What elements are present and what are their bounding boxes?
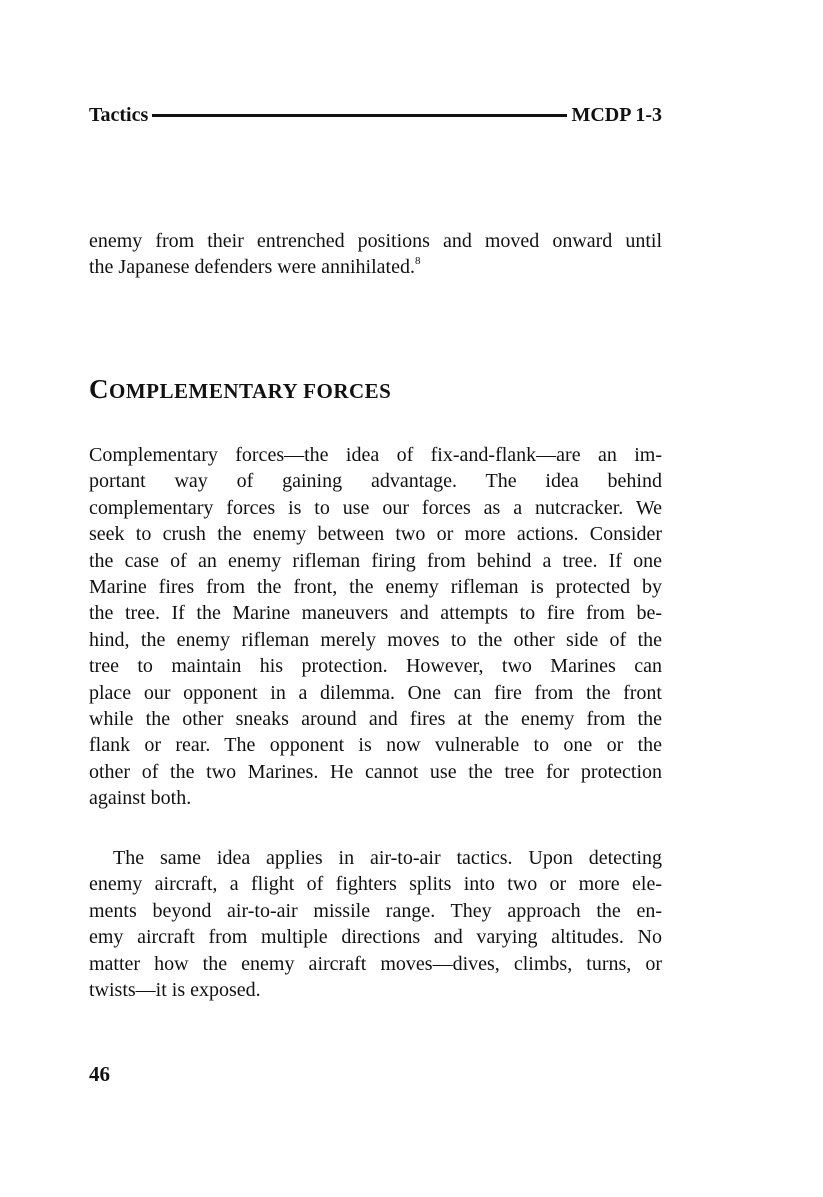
section-heading bbox=[89, 374, 391, 405]
text-line: matter how the enemy aircraft moves—dives, climbs, turns, or bbox=[89, 952, 662, 975]
paragraph-air-to-air bbox=[89, 845, 662, 1003]
running-header bbox=[89, 100, 662, 130]
text-line: place our opponent in a dilemma. One can fire from the front bbox=[89, 681, 662, 704]
intro-paragraph bbox=[89, 228, 662, 281]
text-line: seek to crush the enemy between two or more actions. Consider bbox=[89, 523, 662, 546]
footnote-marker: 8 bbox=[414, 255, 421, 268]
page-number: 46 bbox=[89, 1062, 110, 1086]
text-line: ments beyond air-to-air missile range. They approach the en- bbox=[89, 899, 662, 922]
text-line: Marine fires from the front, the enemy rifleman is protected by bbox=[89, 575, 662, 598]
paragraph-complementary-forces bbox=[89, 442, 662, 811]
text-line: The same idea applies in air-to-air tactics. Upon detecting bbox=[113, 847, 662, 869]
text-line: hind, the enemy rifleman merely moves to the other side of the bbox=[89, 628, 662, 651]
text-line: while the other sneaks around and fires at the enemy from the bbox=[89, 707, 662, 730]
header-title: Tactics bbox=[89, 103, 149, 126]
section-heading-initial: C bbox=[89, 374, 109, 404]
text-line-content: the Japanese defenders were annihilated. bbox=[89, 256, 415, 279]
header-publication: MCDP 1-3 bbox=[571, 103, 662, 126]
text-line bbox=[89, 254, 662, 280]
text-line: the tree. If the Marine maneuvers and attempts to fire from be- bbox=[89, 602, 662, 625]
text-line: other of the two Marines. He cannot use the tree for protection bbox=[89, 760, 662, 783]
text-line: twists—it is exposed. bbox=[89, 978, 261, 1001]
text-line: emy aircraft from multiple directions and varying altitudes. No bbox=[89, 926, 662, 949]
text-line: portant way of gaining advantage. The idea behind bbox=[89, 470, 662, 493]
text-line: complementary forces is to use our forces as a nutcracker. We bbox=[89, 496, 662, 519]
text-line: the case of an enemy rifleman firing from behind a tree. If one bbox=[89, 549, 662, 572]
text-line: flank or rear. The opponent is now vulnerable to one or the bbox=[89, 734, 662, 757]
text-line: against both. bbox=[89, 787, 192, 810]
section-heading-rest: OMPLEMENTARY FORCES bbox=[109, 379, 392, 403]
text-line: enemy aircraft, a flight of fighters splits into two or more ele- bbox=[89, 873, 662, 896]
text-line: enemy from their entrenched positions and moved onward until bbox=[89, 230, 662, 252]
text-line: Complementary forces—the idea of fix-and-flank—are an im- bbox=[89, 444, 662, 466]
text-line: tree to maintain his protection. However, two Marines can bbox=[89, 655, 662, 678]
header-rule bbox=[152, 114, 567, 117]
